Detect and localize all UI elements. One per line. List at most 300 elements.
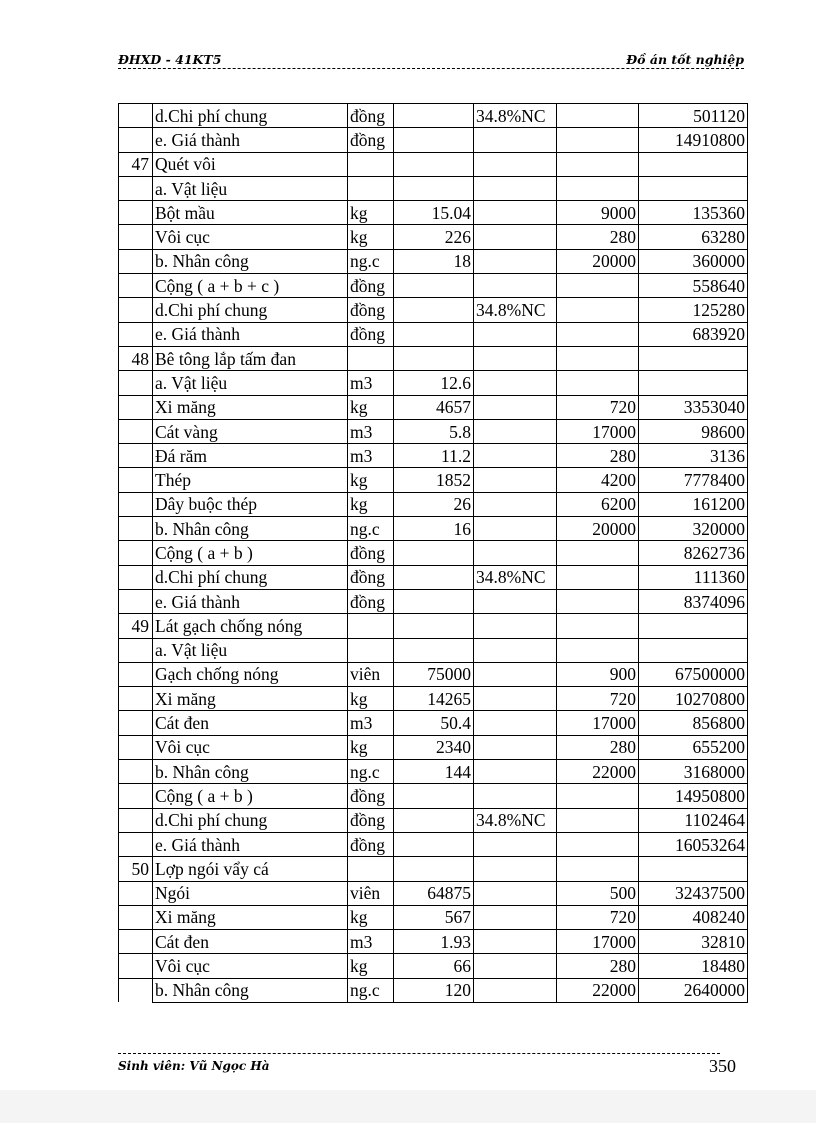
table-row	[119, 954, 748, 978]
cell-item-name: Xi măng	[153, 905, 348, 929]
cell-quantity	[394, 104, 474, 128]
cell-stt	[119, 905, 153, 929]
cell-rate	[474, 128, 557, 152]
cell-rate	[474, 395, 557, 419]
cell-amount: 67500000	[639, 662, 748, 686]
table-row	[119, 808, 748, 832]
page-number: 350	[709, 1056, 736, 1076]
table-row	[119, 662, 748, 686]
cell-unit-price	[557, 589, 639, 613]
cell-amount: 558640	[639, 274, 748, 298]
cell-quantity: 66	[394, 954, 474, 978]
cell-quantity: 11.2	[394, 444, 474, 468]
cell-item-name: e. Giá thành	[153, 322, 348, 346]
page-bottom-band	[0, 1090, 816, 1123]
cell-rate	[474, 857, 557, 881]
page-footer	[118, 1050, 744, 1080]
cell-quantity: 4657	[394, 395, 474, 419]
cell-item-name: e. Giá thành	[153, 128, 348, 152]
cell-rate	[474, 930, 557, 954]
cell-unit: đồng	[348, 808, 394, 832]
cell-item-name: Quét vôi	[153, 152, 348, 176]
cell-unit-price: 720	[557, 905, 639, 929]
header-divider	[118, 68, 744, 69]
cell-quantity: 15.04	[394, 201, 474, 225]
cell-amount: 3353040	[639, 395, 748, 419]
cell-unit-price: 720	[557, 687, 639, 711]
cell-rate	[474, 905, 557, 929]
cell-item-name: e. Giá thành	[153, 832, 348, 856]
cell-rate	[474, 322, 557, 346]
cell-item-name: Dây buộc thép	[153, 492, 348, 516]
cell-amount: 856800	[639, 711, 748, 735]
cell-stt	[119, 225, 153, 249]
cell-unit: kg	[348, 905, 394, 929]
cell-amount	[639, 152, 748, 176]
cell-unit-price: 17000	[557, 419, 639, 443]
table-row	[119, 930, 748, 954]
cell-rate	[474, 371, 557, 395]
cell-item-name: Vôi cục	[153, 954, 348, 978]
cell-amount	[639, 857, 748, 881]
cell-unit-price: 6200	[557, 492, 639, 516]
cell-unit: m3	[348, 930, 394, 954]
cell-amount: 408240	[639, 905, 748, 929]
table-row	[119, 589, 748, 613]
cell-stt	[119, 492, 153, 516]
cell-unit-price: 4200	[557, 468, 639, 492]
cell-item-name: Cát vàng	[153, 419, 348, 443]
cell-stt	[119, 322, 153, 346]
table-row	[119, 176, 748, 200]
cell-item-name: Bê tông lắp tấm đan	[153, 346, 348, 370]
cell-unit-price	[557, 298, 639, 322]
table-row	[119, 857, 748, 881]
cell-rate	[474, 444, 557, 468]
cell-stt	[119, 565, 153, 589]
cell-amount: 63280	[639, 225, 748, 249]
cell-unit: đồng	[348, 104, 394, 128]
cell-rate	[474, 614, 557, 638]
cell-amount: 2640000	[639, 978, 748, 1002]
cell-item-name: d.Chi phí chung	[153, 565, 348, 589]
table-row	[119, 249, 748, 273]
cell-unit-price	[557, 784, 639, 808]
table-row	[119, 905, 748, 929]
cell-unit	[348, 176, 394, 200]
cell-stt	[119, 541, 153, 565]
cell-amount: 98600	[639, 419, 748, 443]
cell-quantity: 2340	[394, 735, 474, 759]
cell-stt	[119, 784, 153, 808]
cell-item-name: b. Nhân công	[153, 517, 348, 541]
table-row	[119, 832, 748, 856]
cell-item-name: Cát đen	[153, 930, 348, 954]
cell-amount: 683920	[639, 322, 748, 346]
cell-item-name: Lợp ngói vẩy cá	[153, 857, 348, 881]
cell-amount: 3136	[639, 444, 748, 468]
cell-unit-price	[557, 638, 639, 662]
cell-rate	[474, 589, 557, 613]
cell-stt	[119, 638, 153, 662]
header-right-text: Đồ án tốt nghiệp	[626, 52, 744, 67]
cell-item-name: Vôi cục	[153, 735, 348, 759]
cell-unit: đồng	[348, 274, 394, 298]
cell-quantity	[394, 638, 474, 662]
cell-quantity	[394, 808, 474, 832]
cell-stt	[119, 444, 153, 468]
cell-stt	[119, 249, 153, 273]
cell-amount: 16053264	[639, 832, 748, 856]
cell-unit-price: 720	[557, 395, 639, 419]
table-body	[119, 104, 748, 1003]
cell-unit: kg	[348, 492, 394, 516]
cell-amount: 161200	[639, 492, 748, 516]
table-row	[119, 760, 748, 784]
cell-stt	[119, 201, 153, 225]
cell-stt	[119, 104, 153, 128]
cell-stt	[119, 589, 153, 613]
cell-rate	[474, 760, 557, 784]
cell-amount: 7778400	[639, 468, 748, 492]
cell-rate	[474, 881, 557, 905]
cell-amount: 1102464	[639, 808, 748, 832]
cell-rate: 34.8%NC	[474, 808, 557, 832]
cell-quantity: 14265	[394, 687, 474, 711]
cell-item-name: a. Vật liệu	[153, 176, 348, 200]
cell-unit-price	[557, 565, 639, 589]
cell-rate	[474, 517, 557, 541]
cell-unit-price: 20000	[557, 517, 639, 541]
cell-unit	[348, 638, 394, 662]
cell-quantity: 226	[394, 225, 474, 249]
cell-quantity: 26	[394, 492, 474, 516]
table-row	[119, 541, 748, 565]
cell-quantity: 1.93	[394, 930, 474, 954]
cell-unit: đồng	[348, 322, 394, 346]
cell-rate	[474, 711, 557, 735]
table-row	[119, 711, 748, 735]
cell-amount: 320000	[639, 517, 748, 541]
footer-student-name: Sinh viên: Vũ Ngọc Hà	[118, 1059, 270, 1073]
cell-stt	[119, 468, 153, 492]
cell-quantity	[394, 784, 474, 808]
cell-quantity	[394, 832, 474, 856]
cell-unit-price: 20000	[557, 249, 639, 273]
table-row	[119, 735, 748, 759]
cell-amount: 501120	[639, 104, 748, 128]
cell-unit: đồng	[348, 541, 394, 565]
cell-quantity	[394, 298, 474, 322]
cell-unit-price: 280	[557, 735, 639, 759]
cell-stt	[119, 881, 153, 905]
cell-rate	[474, 176, 557, 200]
cell-unit: đồng	[348, 589, 394, 613]
cell-item-name: Thép	[153, 468, 348, 492]
cell-item-name: d.Chi phí chung	[153, 298, 348, 322]
cell-quantity: 75000	[394, 662, 474, 686]
cell-quantity	[394, 152, 474, 176]
table-row	[119, 468, 748, 492]
cell-stt	[119, 419, 153, 443]
cell-unit-price	[557, 371, 639, 395]
footer-divider	[118, 1053, 720, 1054]
cell-amount: 14910800	[639, 128, 748, 152]
cell-unit-price	[557, 857, 639, 881]
table-row	[119, 225, 748, 249]
cell-rate	[474, 784, 557, 808]
cell-amount: 32437500	[639, 881, 748, 905]
header-left-text: ĐHXD - 41KT5	[118, 52, 222, 67]
cell-unit: ng.c	[348, 517, 394, 541]
cell-amount	[639, 614, 748, 638]
cell-stt	[119, 395, 153, 419]
cell-amount: 135360	[639, 201, 748, 225]
cell-stt	[119, 930, 153, 954]
cell-item-name: d.Chi phí chung	[153, 104, 348, 128]
cell-unit-price	[557, 176, 639, 200]
cell-unit-price: 280	[557, 444, 639, 468]
cell-unit-price	[557, 322, 639, 346]
cell-amount: 14950800	[639, 784, 748, 808]
cell-item-name: e. Giá thành	[153, 589, 348, 613]
cell-unit	[348, 346, 394, 370]
cell-unit-price: 17000	[557, 930, 639, 954]
cell-amount	[639, 346, 748, 370]
cell-stt	[119, 517, 153, 541]
cell-rate: 34.8%NC	[474, 565, 557, 589]
cell-stt	[119, 128, 153, 152]
cell-stt	[119, 662, 153, 686]
cell-stt	[119, 176, 153, 200]
cell-rate	[474, 346, 557, 370]
cell-amount: 3168000	[639, 760, 748, 784]
table-row	[119, 978, 748, 1002]
cell-item-name: b. Nhân công	[153, 978, 348, 1002]
cell-quantity	[394, 346, 474, 370]
cell-rate	[474, 152, 557, 176]
cell-amount: 18480	[639, 954, 748, 978]
cell-amount	[639, 176, 748, 200]
cell-quantity	[394, 614, 474, 638]
cell-item-name: b. Nhân công	[153, 249, 348, 273]
table-row	[119, 444, 748, 468]
cell-stt	[119, 298, 153, 322]
cell-unit: ng.c	[348, 249, 394, 273]
cell-amount: 32810	[639, 930, 748, 954]
cell-quantity: 64875	[394, 881, 474, 905]
cell-unit-price	[557, 274, 639, 298]
cell-quantity	[394, 274, 474, 298]
cell-unit: m3	[348, 371, 394, 395]
cell-unit: ng.c	[348, 978, 394, 1002]
cell-unit-price	[557, 808, 639, 832]
cell-quantity	[394, 176, 474, 200]
cell-item-name: Gạch chống nóng	[153, 662, 348, 686]
cell-unit: kg	[348, 225, 394, 249]
table-row	[119, 128, 748, 152]
cell-unit-price	[557, 128, 639, 152]
cell-quantity: 18	[394, 249, 474, 273]
cell-unit-price: 22000	[557, 760, 639, 784]
cell-rate	[474, 832, 557, 856]
cell-item-name: Cộng ( a + b + c )	[153, 274, 348, 298]
page-header	[118, 52, 744, 72]
cell-rate	[474, 249, 557, 273]
cell-unit-price: 500	[557, 881, 639, 905]
cell-unit-price: 17000	[557, 711, 639, 735]
cell-quantity	[394, 565, 474, 589]
cell-quantity: 50.4	[394, 711, 474, 735]
cell-amount	[639, 371, 748, 395]
cell-amount: 10270800	[639, 687, 748, 711]
cell-rate	[474, 274, 557, 298]
cell-unit-price	[557, 541, 639, 565]
cell-amount: 8374096	[639, 589, 748, 613]
cell-unit: ng.c	[348, 760, 394, 784]
cell-quantity: 16	[394, 517, 474, 541]
cell-stt	[119, 978, 153, 1002]
table-row	[119, 371, 748, 395]
cell-item-name: Lát gạch chống nóng	[153, 614, 348, 638]
cell-unit: đồng	[348, 832, 394, 856]
table-row	[119, 104, 748, 128]
cell-item-name: Cộng ( a + b )	[153, 541, 348, 565]
cell-item-name: d.Chi phí chung	[153, 808, 348, 832]
cell-unit: m3	[348, 444, 394, 468]
cell-unit: kg	[348, 954, 394, 978]
cell-quantity: 1852	[394, 468, 474, 492]
cell-quantity: 12.6	[394, 371, 474, 395]
cell-rate	[474, 419, 557, 443]
cell-stt	[119, 760, 153, 784]
cell-stt: 48	[119, 346, 153, 370]
cell-stt: 49	[119, 614, 153, 638]
cell-item-name: a. Vật liệu	[153, 638, 348, 662]
cell-rate	[474, 468, 557, 492]
cell-unit: đồng	[348, 784, 394, 808]
cell-rate	[474, 638, 557, 662]
cell-stt	[119, 832, 153, 856]
cell-amount: 125280	[639, 298, 748, 322]
cell-item-name: Vôi cục	[153, 225, 348, 249]
cell-item-name: Cát đen	[153, 711, 348, 735]
cell-unit: kg	[348, 395, 394, 419]
table-row	[119, 614, 748, 638]
cell-unit-price: 280	[557, 225, 639, 249]
table-row	[119, 881, 748, 905]
cell-unit: kg	[348, 687, 394, 711]
cell-rate: 34.8%NC	[474, 104, 557, 128]
cell-rate: 34.8%NC	[474, 298, 557, 322]
table-row	[119, 687, 748, 711]
cell-stt	[119, 711, 153, 735]
cell-unit: kg	[348, 735, 394, 759]
cell-item-name: Xi măng	[153, 395, 348, 419]
cell-unit-price	[557, 152, 639, 176]
cell-quantity	[394, 857, 474, 881]
cell-unit-price: 22000	[557, 978, 639, 1002]
cell-unit-price	[557, 614, 639, 638]
cell-unit: m3	[348, 419, 394, 443]
cell-item-name: Đá răm	[153, 444, 348, 468]
cell-unit: kg	[348, 468, 394, 492]
table-row	[119, 322, 748, 346]
table-row	[119, 565, 748, 589]
table-row	[119, 152, 748, 176]
cell-unit: đồng	[348, 128, 394, 152]
cell-amount: 360000	[639, 249, 748, 273]
cell-quantity	[394, 589, 474, 613]
cell-item-name: Ngói	[153, 881, 348, 905]
cell-quantity: 144	[394, 760, 474, 784]
table-row	[119, 298, 748, 322]
cell-amount	[639, 638, 748, 662]
cell-rate	[474, 978, 557, 1002]
cell-amount: 655200	[639, 735, 748, 759]
table-row	[119, 201, 748, 225]
cell-rate	[474, 225, 557, 249]
cell-stt	[119, 371, 153, 395]
cell-rate	[474, 954, 557, 978]
cell-unit-price: 900	[557, 662, 639, 686]
cell-unit: m3	[348, 711, 394, 735]
cell-unit-price: 9000	[557, 201, 639, 225]
cell-unit-price	[557, 346, 639, 370]
cell-stt	[119, 687, 153, 711]
cell-quantity	[394, 541, 474, 565]
cost-estimate-table	[118, 103, 748, 1003]
table-row	[119, 395, 748, 419]
cell-rate	[474, 735, 557, 759]
cell-rate	[474, 201, 557, 225]
table-row	[119, 419, 748, 443]
cell-stt	[119, 274, 153, 298]
cell-rate	[474, 541, 557, 565]
cell-amount: 111360	[639, 565, 748, 589]
cell-item-name: Xi măng	[153, 687, 348, 711]
cell-stt	[119, 735, 153, 759]
cell-unit: viên	[348, 662, 394, 686]
cell-stt	[119, 954, 153, 978]
cell-quantity	[394, 322, 474, 346]
table-row	[119, 638, 748, 662]
cell-unit-price: 280	[557, 954, 639, 978]
table-row	[119, 274, 748, 298]
cell-amount: 8262736	[639, 541, 748, 565]
cell-unit: kg	[348, 201, 394, 225]
table-row	[119, 517, 748, 541]
cell-stt	[119, 808, 153, 832]
cell-unit-price	[557, 832, 639, 856]
cell-quantity: 567	[394, 905, 474, 929]
cell-item-name: Cộng ( a + b )	[153, 784, 348, 808]
cell-unit: đồng	[348, 298, 394, 322]
cell-unit	[348, 857, 394, 881]
cell-quantity: 120	[394, 978, 474, 1002]
cell-stt: 47	[119, 152, 153, 176]
cell-unit: đồng	[348, 565, 394, 589]
cell-item-name: a. Vật liệu	[153, 371, 348, 395]
cell-unit: viên	[348, 881, 394, 905]
table-row	[119, 492, 748, 516]
cell-item-name: b. Nhân công	[153, 760, 348, 784]
table-row	[119, 784, 748, 808]
cell-unit-price	[557, 104, 639, 128]
cell-rate	[474, 662, 557, 686]
cell-rate	[474, 492, 557, 516]
table-row	[119, 346, 748, 370]
